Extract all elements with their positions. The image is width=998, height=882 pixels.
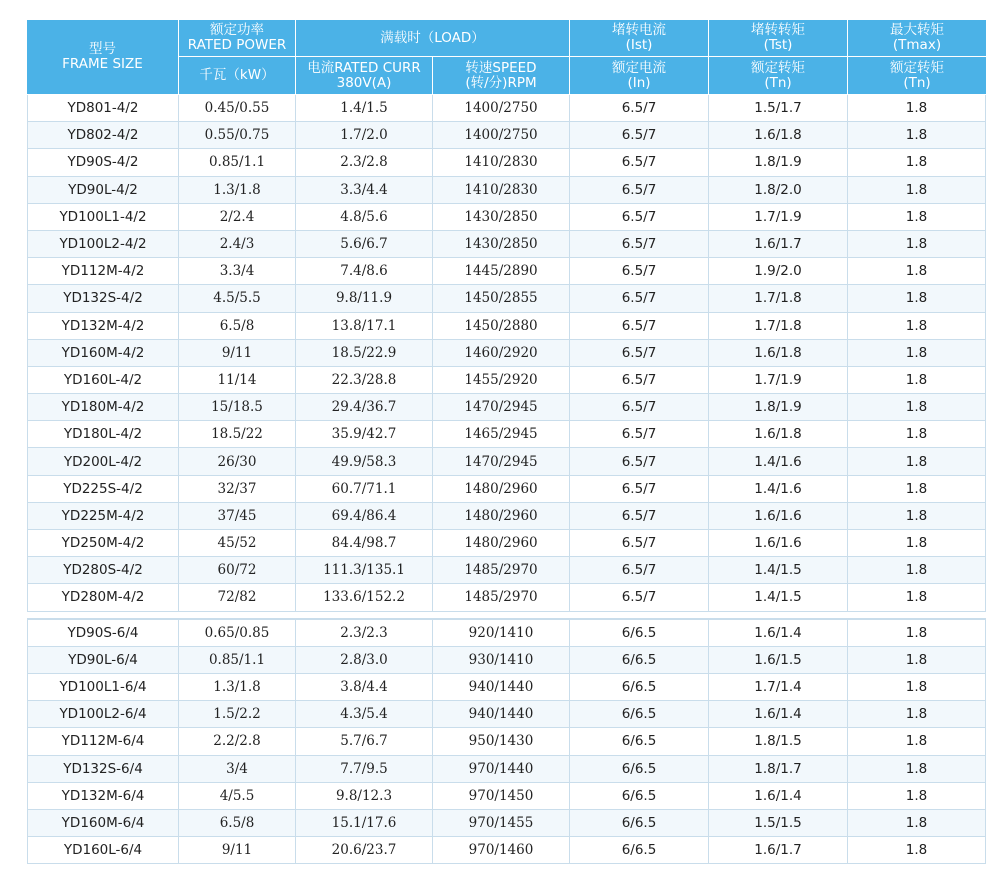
rated-current-cell: 4.3/5.4 [296,701,433,728]
ist-ratio-cell: 6.5/7 [570,204,709,231]
frame-size-cell: YD112M-4/2 [27,258,179,285]
frame-size-cell: YD280S-4/2 [27,557,179,584]
header-rated-power-en: RATED POWER [187,37,287,53]
rated-current-cell: 13.8/17.1 [296,313,433,340]
table-row [27,837,986,864]
rated-power-cell: 0.55/0.75 [179,122,296,149]
header-ist-sub-cn: 额定电流 [612,59,666,76]
speed-cell: 1410/2830 [433,149,570,176]
ist-ratio-cell: 6.5/7 [570,122,709,149]
frame-size-cell: YD100L2-6/4 [27,701,179,728]
header-tmax-sub-cn: 额定转矩 [890,59,944,76]
header-tst [709,20,848,57]
frame-size-cell: YD160M-4/2 [27,340,179,367]
rated-power-cell: 3/4 [179,756,296,783]
rated-power-cell: 9/11 [179,340,296,367]
speed-cell: 1480/2960 [433,503,570,530]
frame-size-cell: YD112M-6/4 [27,728,179,755]
tst-ratio-cell: 1.6/1.8 [709,340,848,367]
ist-ratio-cell: 6.5/7 [570,149,709,176]
speed-cell: 920/1410 [433,619,570,647]
frame-size-cell: YD160L-6/4 [27,837,179,864]
tst-ratio-cell: 1.6/1.8 [709,421,848,448]
speed-cell: 970/1460 [433,837,570,864]
table-row [27,584,986,611]
tmax-ratio-cell: 1.8 [848,701,986,728]
table-row [27,340,986,367]
ist-ratio-cell: 6.5/7 [570,421,709,448]
ist-ratio-cell: 6.5/7 [570,448,709,475]
group-gap [27,612,986,619]
table-header [27,20,986,95]
header-rated-power [179,20,296,57]
table-row [27,476,986,503]
tmax-ratio-cell: 1.8 [848,728,986,755]
header-tmax-sub-en: (Tn) [903,74,931,91]
table-body-group-6-4 [27,619,986,865]
ist-ratio-cell: 6.5/7 [570,503,709,530]
rated-current-cell: 2.3/2.3 [296,619,433,647]
rated-current-cell: 35.9/42.7 [296,421,433,448]
rated-current-cell: 2.3/2.8 [296,149,433,176]
table-row [27,149,986,176]
rated-power-cell: 60/72 [179,557,296,584]
header-tst-sub [709,57,848,95]
header-full-load: 满载时（LOAD） [296,20,570,57]
header-tmax-sub [848,57,986,95]
frame-size-cell: YD802-4/2 [27,122,179,149]
ist-ratio-cell: 6.5/7 [570,340,709,367]
header-ist-sub [570,57,709,95]
speed-cell: 1430/2850 [433,204,570,231]
table-row [27,619,986,647]
table-row [27,285,986,312]
rated-current-cell: 7.7/9.5 [296,756,433,783]
tst-ratio-cell: 1.5/1.7 [709,95,848,122]
frame-size-cell: YD180M-4/2 [27,394,179,421]
tmax-ratio-cell: 1.8 [848,674,986,701]
rated-power-cell: 32/37 [179,476,296,503]
tmax-ratio-cell: 1.8 [848,421,986,448]
rated-power-cell: 72/82 [179,584,296,611]
rated-power-cell: 0.65/0.85 [179,619,296,647]
tst-ratio-cell: 1.6/1.7 [709,231,848,258]
table-row [27,647,986,674]
ist-ratio-cell: 6/6.5 [570,728,709,755]
rated-power-cell: 6.5/8 [179,313,296,340]
table-row [27,231,986,258]
motor-spec-table [27,20,986,864]
tst-ratio-cell: 1.7/1.8 [709,313,848,340]
rated-current-cell: 2.8/3.0 [296,647,433,674]
rated-power-cell: 1.5/2.2 [179,701,296,728]
header-frame-size-en: FRAME SIZE [62,56,143,72]
header-frame-size [27,20,179,95]
table-row [27,503,986,530]
tmax-ratio-cell: 1.8 [848,258,986,285]
tst-ratio-cell: 1.7/1.9 [709,204,848,231]
header-speed [433,57,570,95]
header-speed-line2: (转/分)RPM [465,74,537,91]
rated-current-cell: 84.4/98.7 [296,530,433,557]
ist-ratio-cell: 6/6.5 [570,674,709,701]
frame-size-cell: YD280M-4/2 [27,584,179,611]
ist-ratio-cell: 6.5/7 [570,285,709,312]
header-current-line1: 电流RATED CURR [307,59,421,76]
frame-size-cell: YD200L-4/2 [27,448,179,475]
rated-current-cell: 9.8/11.9 [296,285,433,312]
frame-size-cell: YD132S-4/2 [27,285,179,312]
tmax-ratio-cell: 1.8 [848,231,986,258]
frame-size-cell: YD801-4/2 [27,95,179,122]
tst-ratio-cell: 1.8/1.7 [709,756,848,783]
speed-cell: 940/1440 [433,674,570,701]
table-row [27,674,986,701]
tst-ratio-cell: 1.5/1.5 [709,810,848,837]
rated-power-cell: 15/18.5 [179,394,296,421]
rated-power-cell: 0.85/1.1 [179,647,296,674]
frame-size-cell: YD160M-6/4 [27,810,179,837]
header-ist-cn: 堵转电流 [612,22,666,38]
tst-ratio-cell: 1.6/1.5 [709,647,848,674]
table-row [27,728,986,755]
rated-power-cell: 3.3/4 [179,258,296,285]
frame-size-cell: YD132M-6/4 [27,783,179,810]
rated-power-cell: 26/30 [179,448,296,475]
speed-cell: 1460/2920 [433,340,570,367]
frame-size-cell: YD90L-4/2 [27,177,179,204]
frame-size-cell: YD132S-6/4 [27,756,179,783]
speed-cell: 940/1440 [433,701,570,728]
rated-power-cell: 11/14 [179,367,296,394]
speed-cell: 1450/2880 [433,313,570,340]
header-ist-sub-en: (In) [627,74,651,91]
speed-cell: 1465/2945 [433,421,570,448]
tmax-ratio-cell: 1.8 [848,394,986,421]
ist-ratio-cell: 6.5/7 [570,95,709,122]
rated-power-cell: 4/5.5 [179,783,296,810]
tmax-ratio-cell: 1.8 [848,95,986,122]
tmax-ratio-cell: 1.8 [848,584,986,611]
rated-power-cell: 6.5/8 [179,810,296,837]
speed-cell: 1485/2970 [433,584,570,611]
table-row [27,783,986,810]
tmax-ratio-cell: 1.8 [848,557,986,584]
tst-ratio-cell: 1.4/1.5 [709,557,848,584]
rated-current-cell: 133.6/152.2 [296,584,433,611]
speed-cell: 1480/2960 [433,476,570,503]
tmax-ratio-cell: 1.8 [848,503,986,530]
speed-cell: 1400/2750 [433,95,570,122]
frame-size-cell: YD90S-4/2 [27,149,179,176]
table-row [27,530,986,557]
tst-ratio-cell: 1.6/1.6 [709,530,848,557]
table-row [27,177,986,204]
rated-current-cell: 3.3/4.4 [296,177,433,204]
table-row [27,258,986,285]
ist-ratio-cell: 6/6.5 [570,837,709,864]
tmax-ratio-cell: 1.8 [848,530,986,557]
rated-current-cell: 18.5/22.9 [296,340,433,367]
frame-size-cell: YD132M-4/2 [27,313,179,340]
tst-ratio-cell: 1.6/1.4 [709,701,848,728]
frame-size-cell: YD90L-6/4 [27,647,179,674]
rated-current-cell: 7.4/8.6 [296,258,433,285]
header-tst-en: (Tst) [763,37,793,53]
frame-size-cell: YD180L-4/2 [27,421,179,448]
table-row [27,313,986,340]
header-tmax [848,20,986,57]
ist-ratio-cell: 6/6.5 [570,701,709,728]
tst-ratio-cell: 1.6/1.8 [709,122,848,149]
frame-size-cell: YD100L1-6/4 [27,674,179,701]
ist-ratio-cell: 6.5/7 [570,584,709,611]
speed-cell: 1455/2920 [433,367,570,394]
ist-ratio-cell: 6/6.5 [570,810,709,837]
frame-size-cell: YD250M-4/2 [27,530,179,557]
table-row [27,394,986,421]
tst-ratio-cell: 1.6/1.4 [709,783,848,810]
speed-cell: 930/1410 [433,647,570,674]
tst-ratio-cell: 1.4/1.5 [709,584,848,611]
rated-power-cell: 4.5/5.5 [179,285,296,312]
rated-power-cell: 9/11 [179,837,296,864]
tmax-ratio-cell: 1.8 [848,204,986,231]
rated-power-cell: 2/2.4 [179,204,296,231]
tst-ratio-cell: 1.8/1.9 [709,149,848,176]
ist-ratio-cell: 6.5/7 [570,530,709,557]
rated-current-cell: 3.8/4.4 [296,674,433,701]
tmax-ratio-cell: 1.8 [848,448,986,475]
frame-size-cell: YD100L2-4/2 [27,231,179,258]
tmax-ratio-cell: 1.8 [848,783,986,810]
table-row [27,810,986,837]
header-tmax-cn: 最大转矩 [890,22,944,38]
rated-current-cell: 5.7/6.7 [296,728,433,755]
rated-current-cell: 9.8/12.3 [296,783,433,810]
table-row [27,756,986,783]
rated-power-cell: 18.5/22 [179,421,296,448]
table-row [27,95,986,122]
rated-power-cell: 45/52 [179,530,296,557]
tmax-ratio-cell: 1.8 [848,149,986,176]
speed-cell: 1450/2855 [433,285,570,312]
ist-ratio-cell: 6.5/7 [570,177,709,204]
header-tst-sub-cn: 额定转矩 [751,59,805,76]
tmax-ratio-cell: 1.8 [848,313,986,340]
table-row [27,448,986,475]
tst-ratio-cell: 1.7/1.4 [709,674,848,701]
table-row [27,204,986,231]
rated-current-cell: 1.4/1.5 [296,95,433,122]
tmax-ratio-cell: 1.8 [848,619,986,647]
rated-power-cell: 37/45 [179,503,296,530]
tmax-ratio-cell: 1.8 [848,647,986,674]
tmax-ratio-cell: 1.8 [848,122,986,149]
header-current [296,57,433,95]
tmax-ratio-cell: 1.8 [848,756,986,783]
rated-current-cell: 22.3/28.8 [296,367,433,394]
tst-ratio-cell: 1.8/2.0 [709,177,848,204]
speed-cell: 1470/2945 [433,448,570,475]
ist-ratio-cell: 6.5/7 [570,394,709,421]
table-row [27,557,986,584]
header-ist-en: (Ist) [625,37,653,53]
header-current-line2: 380V(A) [336,74,392,91]
speed-cell: 1445/2890 [433,258,570,285]
tmax-ratio-cell: 1.8 [848,837,986,864]
rated-power-cell: 1.3/1.8 [179,674,296,701]
tmax-ratio-cell: 1.8 [848,340,986,367]
tst-ratio-cell: 1.9/2.0 [709,258,848,285]
rated-current-cell: 29.4/36.7 [296,394,433,421]
header-frame-size-cn: 型号 [89,41,116,57]
speed-cell: 1430/2850 [433,231,570,258]
table-row [27,701,986,728]
group-separator [27,612,986,619]
rated-current-cell: 49.9/58.3 [296,448,433,475]
rated-current-cell: 60.7/71.1 [296,476,433,503]
tmax-ratio-cell: 1.8 [848,177,986,204]
frame-size-cell: YD100L1-4/2 [27,204,179,231]
header-rated-power-unit: 千瓦（kW） [179,57,296,95]
speed-cell: 970/1455 [433,810,570,837]
frame-size-cell: YD225M-4/2 [27,503,179,530]
rated-current-cell: 111.3/135.1 [296,557,433,584]
tst-ratio-cell: 1.4/1.6 [709,476,848,503]
rated-current-cell: 5.6/6.7 [296,231,433,258]
tmax-ratio-cell: 1.8 [848,285,986,312]
ist-ratio-cell: 6/6.5 [570,756,709,783]
rated-current-cell: 69.4/86.4 [296,503,433,530]
tmax-ratio-cell: 1.8 [848,476,986,503]
tst-ratio-cell: 1.6/1.6 [709,503,848,530]
rated-power-cell: 1.3/1.8 [179,177,296,204]
rated-power-cell: 2.2/2.8 [179,728,296,755]
frame-size-cell: YD225S-4/2 [27,476,179,503]
table-body-group-4-2 [27,95,986,612]
rated-current-cell: 15.1/17.6 [296,810,433,837]
motor-spec-table-container [27,20,986,864]
speed-cell: 1485/2970 [433,557,570,584]
tst-ratio-cell: 1.4/1.6 [709,448,848,475]
header-ist [570,20,709,57]
tst-ratio-cell: 1.6/1.7 [709,837,848,864]
table-row [27,122,986,149]
table-row [27,367,986,394]
speed-cell: 1400/2750 [433,122,570,149]
ist-ratio-cell: 6/6.5 [570,783,709,810]
speed-cell: 1480/2960 [433,530,570,557]
tmax-ratio-cell: 1.8 [848,367,986,394]
header-tst-cn: 堵转转矩 [751,22,805,38]
header-tst-sub-en: (Tn) [764,74,792,91]
tst-ratio-cell: 1.7/1.9 [709,367,848,394]
rated-power-cell: 0.45/0.55 [179,95,296,122]
ist-ratio-cell: 6.5/7 [570,476,709,503]
speed-cell: 970/1450 [433,783,570,810]
ist-ratio-cell: 6.5/7 [570,258,709,285]
rated-current-cell: 1.7/2.0 [296,122,433,149]
ist-ratio-cell: 6.5/7 [570,367,709,394]
rated-power-cell: 0.85/1.1 [179,149,296,176]
tst-ratio-cell: 1.6/1.4 [709,619,848,647]
header-speed-line1: 转速SPEED [465,59,537,76]
speed-cell: 950/1430 [433,728,570,755]
tst-ratio-cell: 1.8/1.5 [709,728,848,755]
ist-ratio-cell: 6.5/7 [570,557,709,584]
ist-ratio-cell: 6/6.5 [570,619,709,647]
frame-size-cell: YD90S-6/4 [27,619,179,647]
speed-cell: 970/1440 [433,756,570,783]
speed-cell: 1470/2945 [433,394,570,421]
rated-power-cell: 2.4/3 [179,231,296,258]
tmax-ratio-cell: 1.8 [848,810,986,837]
rated-current-cell: 4.8/5.6 [296,204,433,231]
header-rated-power-cn: 额定功率 [210,22,264,38]
frame-size-cell: YD160L-4/2 [27,367,179,394]
table-row [27,421,986,448]
rated-current-cell: 20.6/23.7 [296,837,433,864]
speed-cell: 1410/2830 [433,177,570,204]
header-tmax-en: (Tmax) [892,37,942,53]
tst-ratio-cell: 1.8/1.9 [709,394,848,421]
tst-ratio-cell: 1.7/1.8 [709,285,848,312]
ist-ratio-cell: 6.5/7 [570,313,709,340]
ist-ratio-cell: 6.5/7 [570,231,709,258]
ist-ratio-cell: 6/6.5 [570,647,709,674]
